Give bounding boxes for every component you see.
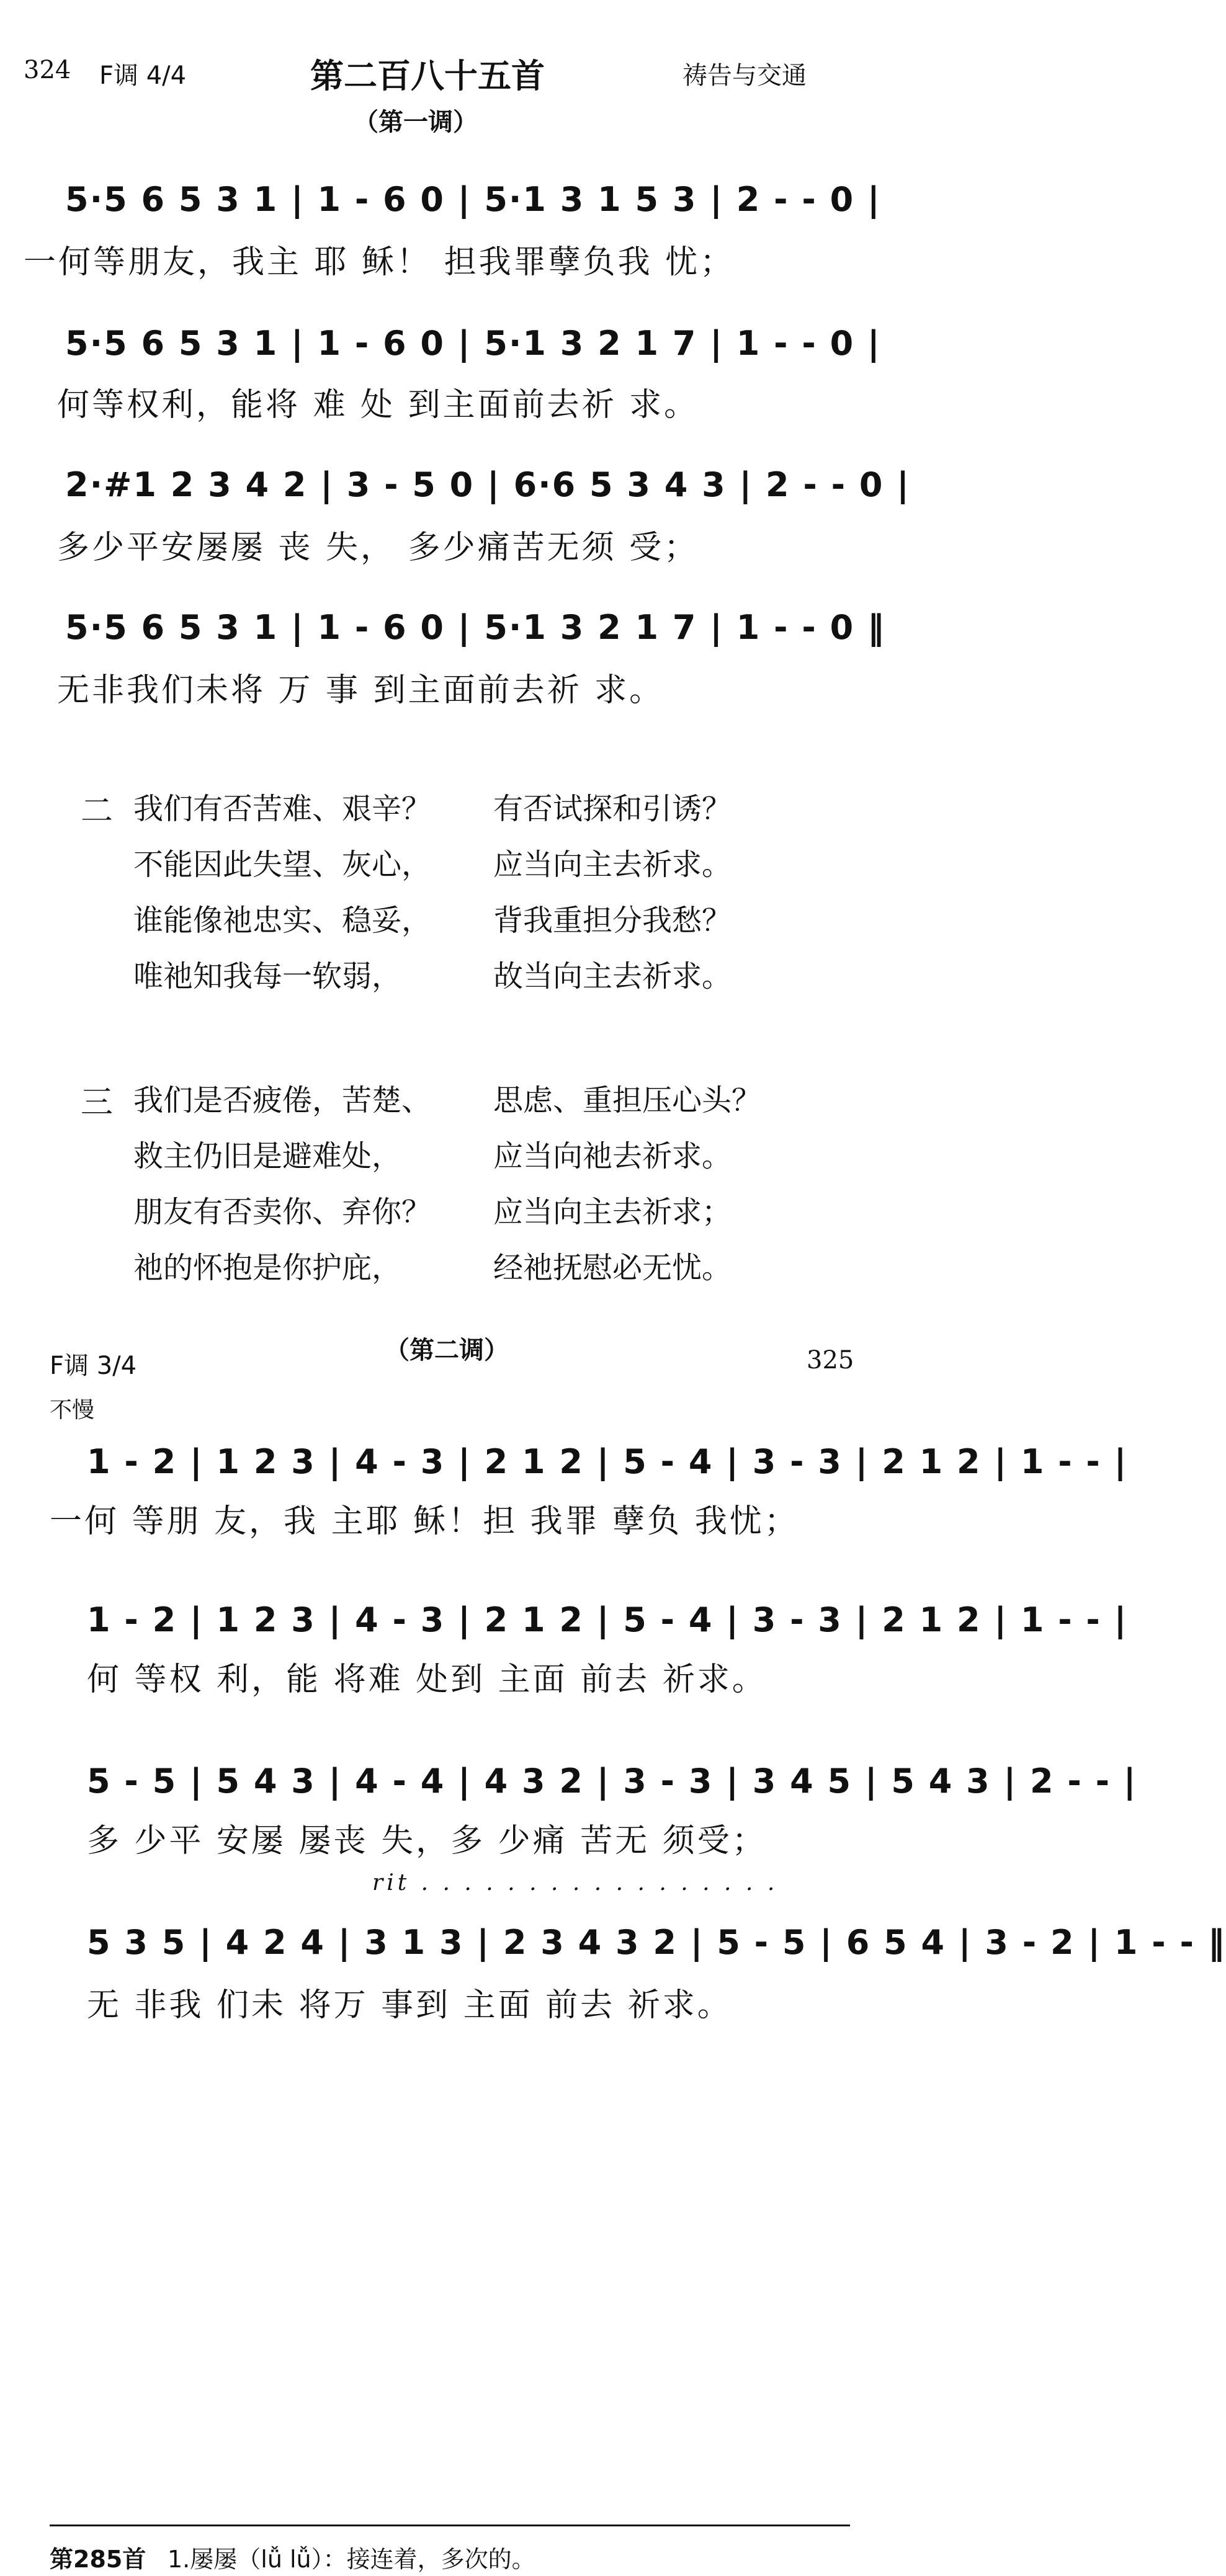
verse-2-line2-a: 不能因此失望、灰心， [133,847,432,882]
tune2-notes-line2: 1 - 2 | 1 2 3 | 4 - 3 | 2 1 2 | 5 - 4 | 3 - 3 | 2 1 2 | 1 - - | [87,1600,1128,1639]
verse-3-line4-a: 祂的怀抱是你护庇， [133,1250,402,1285]
verse-3-number: 三 [81,1084,114,1121]
tune2-notes-line1: 1 - 2 | 1 2 3 | 4 - 3 | 2 1 2 | 5 - 4 | 3 - 3 | 2 1 2 | 1 - - | [87,1442,1128,1481]
tune1-notes-line4: 5·5 6 5 3 1 | 1 - 6 0 | 5·1 3 2 1 7 | 1 - - 0 ‖ [65,608,885,647]
tune2-key-signature: F调 3/4 [50,1352,137,1380]
tune1-lyrics-line4: 无非我们未将 万 事 到主面前去祈 求。 [57,672,664,709]
tune2-notes-line4: 5 3 5 | 4 2 4 | 3 1 3 | 2 3 4 3 2 | 5 - 5 | 6 5 4 | 3 - 2 | 1 - - ‖ [87,1923,1226,1962]
tune1-notes-line3: 2·#1 2 3 4 2 | 3 - 5 0 | 6·6 5 3 4 3 | 2 - - 0 | [65,465,910,504]
tune1-lyrics-line2: 何等权利，能将 难 处 到主面前去祈 求。 [57,386,699,424]
tune2-lyrics-line2: 何 等权 利，能 将难 处到 主面 前去 祈求。 [87,1661,767,1698]
tune2-lyrics-line1: 一何 等朋 友，我 主耶 稣！担 我罪 孽负 我忧； [50,1503,799,1540]
verse-2-line1-b: 有否试探和引诱？ [493,791,732,826]
tune1-lyrics-line1: 一何等朋友，我主 耶 稣！ 担我罪孽负我 忧； [24,244,735,281]
tempo-marking: 不慢 [50,1397,95,1423]
verse-2-line3-b: 背我重担分我愁？ [493,903,732,938]
page-number-right: 325 [807,1346,854,1375]
verse-3-line3-a: 朋友有否卖你、弃你？ [133,1195,432,1229]
key-signature: F调 4/4 [99,61,187,90]
footnote-text: 1.屡屡（lǚ lǚ）：接连着，多次的。 [168,2546,535,2573]
verse-2-line4-b: 故当向主去祈求。 [493,959,732,994]
tune2-notes-line3: 5 - 5 | 5 4 3 | 4 - 4 | 4 3 2 | 3 - 3 | 3 4 5 | 5 4 3 | 2 - - | [87,1762,1137,1801]
hymn-title: 第二百八十五首 [310,56,545,96]
verse-3-line1-b: 思虑、重担压心头？ [493,1083,762,1118]
verse-3-line3-b: 应当向主去祈求； [493,1195,732,1229]
verse-3-line4-b: 经祂抚慰必无忧。 [493,1250,732,1285]
ritardando-marking: rit . . . . . . . . . . . . . . . . . [372,1870,779,1896]
tune1-notes-line1: 5·5 6 5 3 1 | 1 - 6 0 | 5·1 3 1 5 3 | 2 - - 0 | [65,180,881,219]
verse-3-line1-a: 我们是否疲倦，苦楚、 [133,1083,432,1118]
tune1-label: （第一调） [354,108,478,136]
verse-2-line4-a: 唯祂知我每一软弱， [133,959,402,994]
verse-2-number: 二 [81,793,114,830]
tune2-label: （第二调） [385,1336,509,1365]
verse-2-line3-a: 谁能像祂忠实、稳妥， [133,903,432,938]
verse-2-line1-a: 我们有否苦难、艰辛？ [133,791,432,826]
footnote-divider [50,2525,850,2526]
tune1-notes-line2: 5·5 6 5 3 1 | 1 - 6 0 | 5·1 3 2 1 7 | 1 - - 0 | [65,324,881,363]
page-number-left: 324 [24,56,71,84]
footnote-hymn: 第285首 [50,2546,146,2573]
tune1-lyrics-line3: 多少平安屡屡 丧 失， 多少痛苦无须 受； [57,529,699,566]
tune2-lyrics-line4: 无 非我 们未 将万 事到 主面 前去 祈求。 [87,1987,732,2024]
verse-3-line2-b: 应当向祂去祈求。 [493,1139,732,1174]
hymn-category: 祷告与交通 [682,61,807,90]
verse-2-line2-b: 应当向主去祈求。 [493,847,732,882]
tune2-lyrics-line3: 多 少平 安屡 屡丧 失，多 少痛 苦无 须受； [87,1822,767,1860]
verse-3-line2-a: 救主仍旧是避难处， [133,1139,402,1174]
